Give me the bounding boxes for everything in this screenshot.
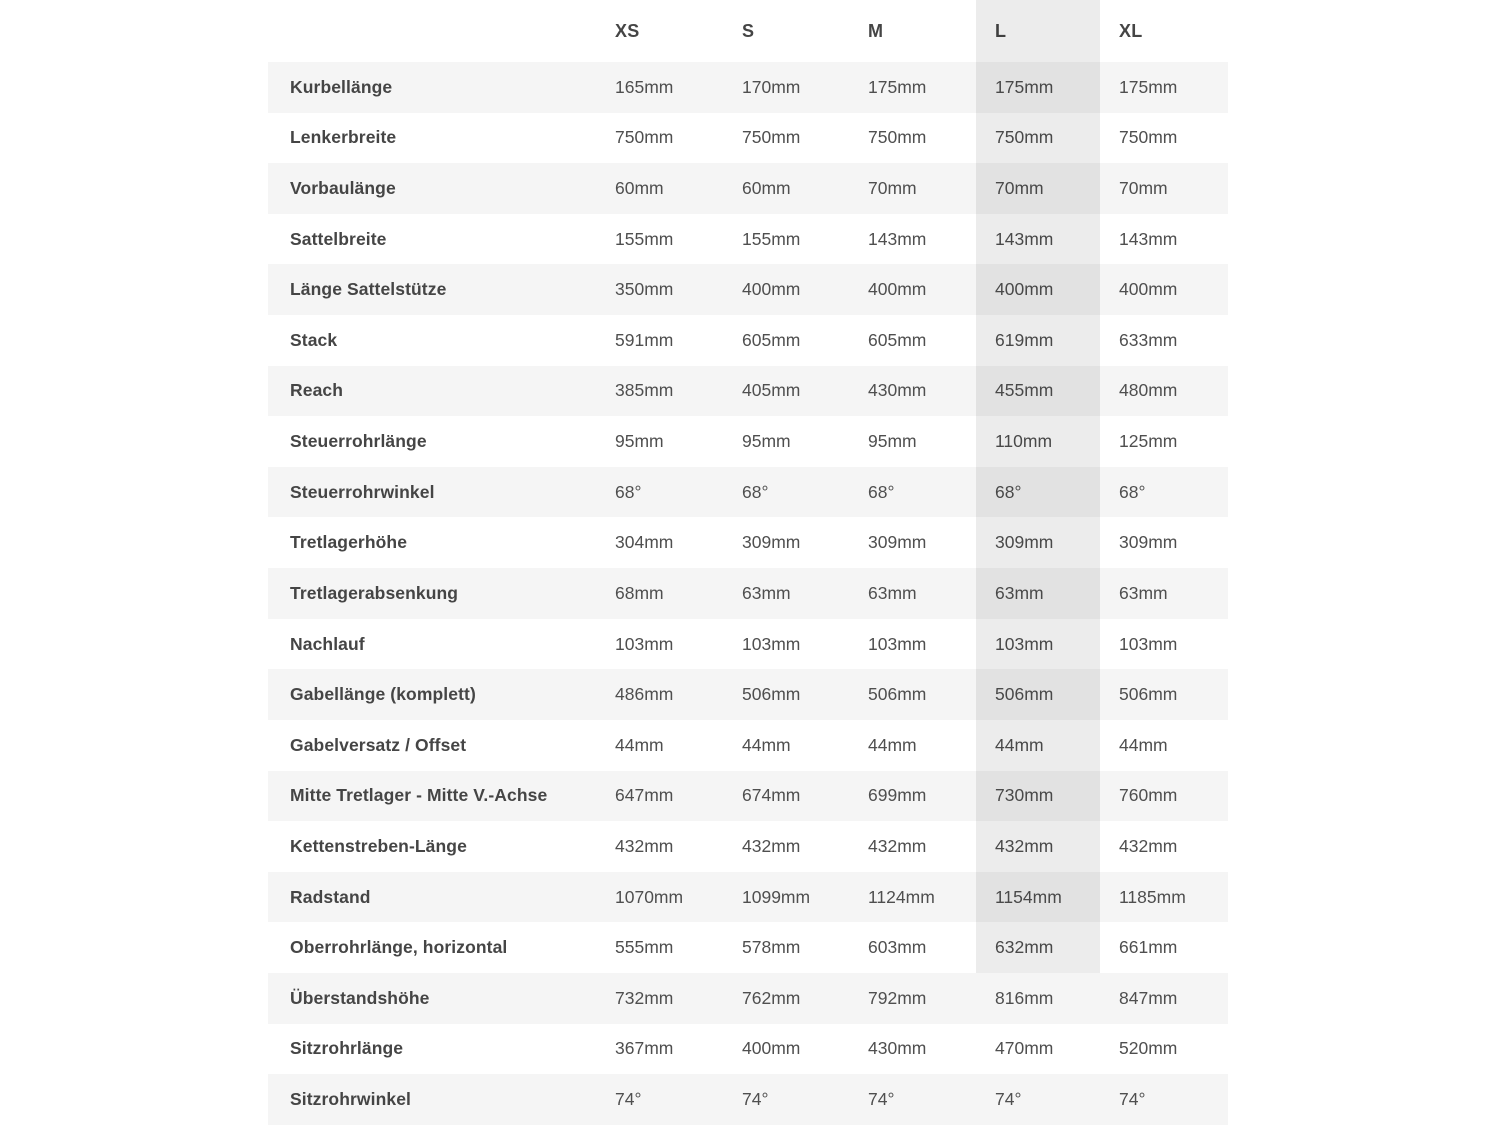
table-row	[268, 113, 1228, 164]
cell-value: 68°	[615, 481, 642, 502]
cell-value: 486mm	[615, 684, 674, 705]
cell-value: 350mm	[615, 279, 674, 300]
table-row	[268, 1024, 1228, 1075]
cell-value: 385mm	[615, 380, 674, 401]
cell-value: 661mm	[1119, 937, 1178, 958]
cell-value: 95mm	[742, 431, 791, 452]
row-label: Radstand	[290, 886, 371, 907]
row-label: Überstandshöhe	[290, 987, 430, 1008]
cell-value: 400mm	[995, 279, 1054, 300]
table-row	[268, 315, 1228, 366]
row-label: Gabellänge (komplett)	[290, 684, 476, 705]
cell-value: 74°	[995, 1088, 1022, 1109]
cell-value: 632mm	[995, 937, 1054, 958]
cell-value: 175mm	[868, 76, 927, 97]
row-label: Kettenstreben-Länge	[290, 835, 467, 856]
cell-value: 68°	[1119, 481, 1146, 502]
table-row	[268, 264, 1228, 315]
table-row	[268, 568, 1228, 619]
row-label: Gabelversatz / Offset	[290, 734, 467, 755]
cell-value: 170mm	[742, 76, 801, 97]
cell-value: 647mm	[615, 785, 674, 806]
table-row	[268, 973, 1228, 1024]
size-header-xl[interactable]: XL	[1119, 20, 1143, 41]
cell-value: 405mm	[742, 380, 801, 401]
table-rows	[268, 62, 1228, 1125]
table-row	[268, 619, 1228, 670]
cell-value: 750mm	[615, 127, 674, 148]
cell-value: 103mm	[995, 633, 1054, 654]
geometry-table	[268, 0, 1228, 1125]
table-row	[268, 366, 1228, 417]
row-label: Sitzrohrlänge	[290, 1038, 404, 1059]
cell-value: 68°	[995, 481, 1022, 502]
cell-value: 750mm	[1119, 127, 1178, 148]
cell-value: 847mm	[1119, 987, 1178, 1008]
cell-value: 125mm	[1119, 431, 1178, 452]
cell-value: 70mm	[995, 178, 1044, 199]
cell-value: 730mm	[995, 785, 1054, 806]
cell-value: 60mm	[615, 178, 664, 199]
cell-value: 175mm	[995, 76, 1054, 97]
row-label: Lenkerbreite	[290, 127, 397, 148]
table-row	[268, 669, 1228, 720]
cell-value: 63mm	[995, 582, 1044, 603]
cell-value: 143mm	[995, 228, 1054, 249]
table-row	[268, 1074, 1228, 1125]
cell-value: 95mm	[615, 431, 664, 452]
size-header-row	[268, 0, 1228, 62]
table-row	[268, 416, 1228, 467]
cell-value: 506mm	[742, 684, 801, 705]
cell-value: 68mm	[615, 582, 664, 603]
cell-value: 165mm	[615, 76, 674, 97]
cell-value: 591mm	[615, 329, 674, 350]
cell-value: 400mm	[868, 279, 927, 300]
cell-value: 760mm	[1119, 785, 1178, 806]
table-row	[268, 922, 1228, 973]
row-label: Steuerrohrlänge	[290, 431, 427, 452]
cell-value: 309mm	[868, 532, 927, 553]
row-label: Steuerrohrwinkel	[290, 481, 435, 502]
cell-value: 470mm	[995, 1038, 1054, 1059]
cell-value: 309mm	[742, 532, 801, 553]
cell-value: 633mm	[1119, 329, 1178, 350]
cell-value: 155mm	[615, 228, 674, 249]
cell-value: 506mm	[1119, 684, 1178, 705]
size-header-xs[interactable]: XS	[615, 20, 640, 41]
cell-value: 762mm	[742, 987, 801, 1008]
row-label: Stack	[290, 329, 338, 350]
size-header-m[interactable]: M	[868, 20, 884, 41]
row-label: Kurbellänge	[290, 76, 393, 97]
cell-value: 555mm	[615, 937, 674, 958]
cell-value: 155mm	[742, 228, 801, 249]
row-label: Tretlagerabsenkung	[290, 582, 459, 603]
cell-value: 63mm	[1119, 582, 1168, 603]
cell-value: 309mm	[1119, 532, 1178, 553]
table-row	[268, 872, 1228, 923]
cell-value: 1070mm	[615, 886, 684, 907]
cell-value: 400mm	[742, 279, 801, 300]
cell-value: 68°	[742, 481, 769, 502]
table-row	[268, 467, 1228, 518]
cell-value: 68°	[868, 481, 895, 502]
cell-value: 304mm	[615, 532, 674, 553]
cell-value: 400mm	[1119, 279, 1178, 300]
table-row	[268, 517, 1228, 568]
cell-value: 44mm	[1119, 734, 1168, 755]
cell-value: 103mm	[1119, 633, 1178, 654]
cell-value: 400mm	[742, 1038, 801, 1059]
size-header-l[interactable]: L	[995, 20, 1007, 41]
cell-value: 605mm	[742, 329, 801, 350]
cell-value: 506mm	[868, 684, 927, 705]
row-label: Sitzrohrwinkel	[290, 1088, 412, 1109]
size-header-s[interactable]: S	[742, 20, 755, 41]
row-label: Sattelbreite	[290, 228, 387, 249]
cell-value: 110mm	[995, 431, 1053, 452]
cell-value: 430mm	[868, 1038, 927, 1059]
cell-value: 60mm	[742, 178, 791, 199]
cell-value: 143mm	[868, 228, 927, 249]
row-label: Reach	[290, 380, 344, 401]
cell-value: 750mm	[995, 127, 1054, 148]
row-label: Tretlagerhöhe	[290, 532, 408, 553]
row-label: Oberrohrlänge, horizontal	[290, 937, 508, 958]
row-label: Vorbaulänge	[290, 178, 396, 199]
cell-value: 432mm	[615, 835, 674, 856]
cell-value: 605mm	[868, 329, 927, 350]
cell-value: 103mm	[742, 633, 801, 654]
cell-value: 70mm	[868, 178, 917, 199]
cell-value: 74°	[868, 1088, 895, 1109]
table-row	[268, 720, 1228, 771]
cell-value: 699mm	[868, 785, 927, 806]
table-row	[268, 771, 1228, 822]
cell-value: 175mm	[1119, 76, 1178, 97]
cell-value: 432mm	[742, 835, 801, 856]
cell-value: 44mm	[742, 734, 791, 755]
cell-value: 44mm	[615, 734, 664, 755]
table-row	[268, 214, 1228, 265]
cell-value: 103mm	[868, 633, 927, 654]
cell-value: 432mm	[1119, 835, 1178, 856]
cell-value: 432mm	[868, 835, 927, 856]
cell-value: 792mm	[868, 987, 927, 1008]
cell-value: 480mm	[1119, 380, 1178, 401]
row-label: Länge Sattelstütze	[290, 279, 447, 300]
cell-value: 63mm	[868, 582, 917, 603]
cell-value: 750mm	[742, 127, 801, 148]
cell-value: 674mm	[742, 785, 801, 806]
table-row	[268, 821, 1228, 872]
cell-value: 732mm	[615, 987, 674, 1008]
cell-value: 432mm	[995, 835, 1054, 856]
cell-value: 44mm	[868, 734, 917, 755]
cell-value: 63mm	[742, 582, 791, 603]
row-label: Mitte Tretlager - Mitte V.-Achse	[290, 785, 548, 806]
cell-value: 619mm	[995, 329, 1054, 350]
cell-value: 603mm	[868, 937, 927, 958]
cell-value: 44mm	[995, 734, 1044, 755]
cell-value: 430mm	[868, 380, 927, 401]
cell-value: 750mm	[868, 127, 927, 148]
cell-value: 367mm	[615, 1038, 674, 1059]
cell-value: 74°	[615, 1088, 642, 1109]
cell-value: 520mm	[1119, 1038, 1178, 1059]
cell-value: 1154mm	[995, 886, 1062, 907]
cell-value: 816mm	[995, 987, 1054, 1008]
cell-value: 143mm	[1119, 228, 1178, 249]
cell-value: 95mm	[868, 431, 917, 452]
row-label: Nachlauf	[290, 633, 365, 654]
cell-value: 578mm	[742, 937, 801, 958]
table-row	[268, 62, 1228, 113]
cell-value: 506mm	[995, 684, 1054, 705]
cell-value: 1185mm	[1119, 886, 1186, 907]
cell-value: 74°	[742, 1088, 769, 1109]
table-row	[268, 163, 1228, 214]
cell-value: 455mm	[995, 380, 1054, 401]
cell-value: 74°	[1119, 1088, 1146, 1109]
cell-value: 1099mm	[742, 886, 811, 907]
cell-value: 103mm	[615, 633, 674, 654]
cell-value: 70mm	[1119, 178, 1168, 199]
cell-value: 309mm	[995, 532, 1054, 553]
cell-value: 1124mm	[868, 886, 935, 907]
